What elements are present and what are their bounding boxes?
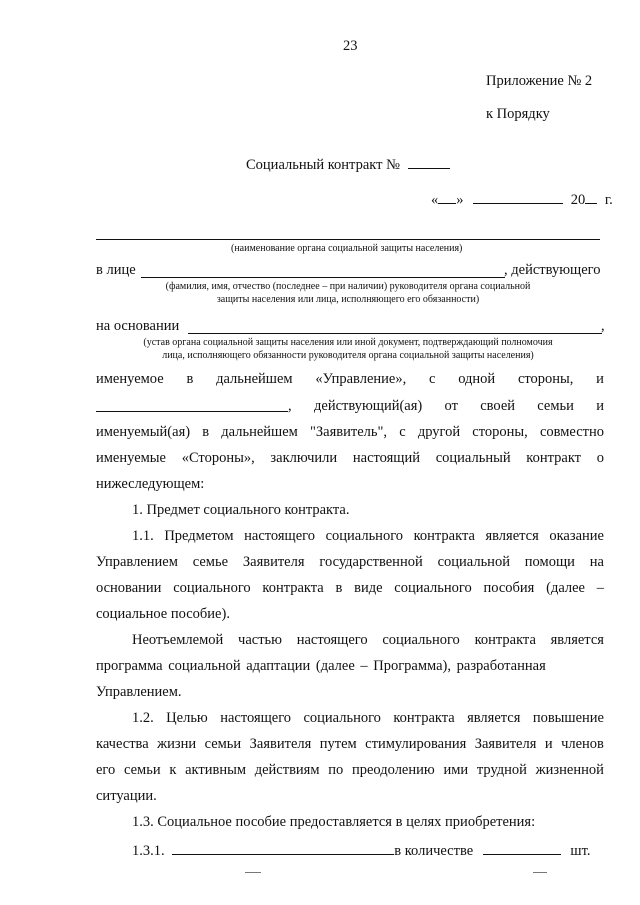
word: 1.1. xyxy=(132,528,154,544)
word: и xyxy=(596,371,604,387)
month-blank xyxy=(473,189,563,204)
word: путем xyxy=(319,736,357,752)
word: от xyxy=(444,398,458,414)
word: «Управление», xyxy=(315,371,407,387)
p1-2-line-3 xyxy=(96,762,604,779)
word: в xyxy=(335,580,343,596)
word: с xyxy=(428,371,436,387)
word: контракта xyxy=(474,632,536,648)
word: социального xyxy=(394,580,472,596)
word: активным xyxy=(185,762,247,778)
integral-line-2: программа социальной адаптации (далее – Программа), разработанная xyxy=(96,658,546,674)
word: его xyxy=(96,762,116,778)
word: и xyxy=(596,398,604,414)
item-number: 1.3.1. xyxy=(132,843,165,859)
word: в xyxy=(186,371,194,387)
applicant-comma: , xyxy=(288,398,292,414)
applicant-name-blank xyxy=(96,411,288,412)
page-number: 23 xyxy=(343,38,358,54)
word: в xyxy=(202,424,210,440)
word: социальной xyxy=(437,554,510,570)
basis-suffix: , xyxy=(601,318,605,334)
year-blank xyxy=(585,189,597,204)
integral-line-1 xyxy=(132,632,604,649)
word: именуемые xyxy=(96,450,166,466)
contract-title xyxy=(246,154,450,174)
word: совместно xyxy=(539,424,604,440)
p1-1-line-3 xyxy=(96,580,604,597)
organization-blank xyxy=(96,239,600,240)
word: именуемое xyxy=(96,371,164,387)
basis-blank xyxy=(188,333,602,334)
representative-prefix: в лице xyxy=(96,262,136,278)
word: основании xyxy=(96,580,162,596)
representative-suffix: , действующего xyxy=(504,262,601,278)
body-line-5: нижеследующем: xyxy=(96,476,205,492)
word: по xyxy=(328,762,344,778)
year-suffix: г. xyxy=(604,192,613,208)
word: социального xyxy=(303,710,381,726)
word: другой xyxy=(417,424,461,440)
word: помощи xyxy=(524,554,575,570)
word: настоящего xyxy=(244,528,315,544)
word: является xyxy=(485,528,539,544)
word: контракта xyxy=(413,528,475,544)
representative-blank xyxy=(141,277,505,278)
body-line-1 xyxy=(96,371,604,388)
p1-1-line-2 xyxy=(96,554,604,571)
word: – xyxy=(596,580,604,596)
word: государственной xyxy=(319,554,423,570)
scan-speck xyxy=(533,872,547,873)
year-prefix: 20 xyxy=(570,192,586,208)
body-line-4 xyxy=(96,450,604,467)
integral-line-3: Управлением. xyxy=(96,684,182,700)
date-quote-open: « xyxy=(431,192,439,208)
word: 1.2. xyxy=(132,710,154,726)
word: социального xyxy=(325,528,404,544)
item-name-blank xyxy=(172,840,394,855)
word: стороны, xyxy=(472,424,528,440)
p1-2-line-4: ситуации. xyxy=(96,788,157,804)
quantity-blank xyxy=(483,840,561,855)
basis-caption-1: (устав органа социальной защиты населения или иной документ, подтверждающий полномочия xyxy=(143,337,553,348)
word: семьи xyxy=(124,762,161,778)
day-blank xyxy=(438,189,456,204)
word: семьи xyxy=(537,398,574,414)
word: Заявителя xyxy=(249,736,312,752)
word: ими xyxy=(443,762,469,778)
contract-date xyxy=(431,189,613,209)
word: дальнейшем xyxy=(216,371,293,387)
word: Предметом xyxy=(164,528,234,544)
appendix-reference: к Порядку xyxy=(486,106,550,122)
word: и xyxy=(544,736,553,752)
word: частью xyxy=(238,632,282,648)
unit-label: шт. xyxy=(570,843,591,859)
word: трудной xyxy=(476,762,527,778)
word: о xyxy=(596,450,604,466)
section-1-heading: 1. Предмет социального контракта. xyxy=(132,502,350,518)
p1-1-line-1 xyxy=(132,528,604,545)
word: качества xyxy=(96,736,149,752)
word: своей xyxy=(480,398,516,414)
word: повышение xyxy=(532,710,604,726)
scan-speck xyxy=(245,872,261,873)
representative-caption-2: защиты населения или лица, исполняющего его обязанности) xyxy=(216,294,480,305)
word: заключили xyxy=(270,450,338,466)
word: действиям xyxy=(254,762,320,778)
body-line-2 xyxy=(314,398,604,415)
p1-2-line-2 xyxy=(96,736,604,753)
p1-2-line-1 xyxy=(132,710,604,727)
word: именуемый(ая) xyxy=(96,424,191,440)
word: Заявителя xyxy=(242,554,305,570)
word: жизни xyxy=(157,736,197,752)
word: виде xyxy=(354,580,383,596)
word: настоящего xyxy=(220,710,292,726)
word: «Стороны», xyxy=(181,450,255,466)
word: (далее xyxy=(546,580,585,596)
word: настоящий xyxy=(352,450,420,466)
word: преодолению xyxy=(351,762,435,778)
word: является xyxy=(467,710,521,726)
word: оказание xyxy=(549,528,604,544)
word: настоящего xyxy=(296,632,368,648)
word: пособия xyxy=(483,580,535,596)
word: семье xyxy=(192,554,229,570)
word: дальнейшем xyxy=(221,424,298,440)
contract-number-blank xyxy=(408,154,450,169)
word: социальный xyxy=(435,450,511,466)
contract-title-text: Социальный контракт № xyxy=(246,157,400,173)
word: к xyxy=(169,762,177,778)
word: контракта xyxy=(393,710,455,726)
date-quote-close: » xyxy=(456,192,464,208)
basis-prefix: на основании xyxy=(96,318,180,334)
appendix-number: Приложение № 2 xyxy=(486,73,593,89)
word: Заявителя xyxy=(474,736,537,752)
word: жизненной xyxy=(535,762,604,778)
word: стороны, xyxy=(517,371,574,387)
organization-caption: (наименование органа социальной защиты населения) xyxy=(231,243,463,254)
word: является xyxy=(550,632,604,648)
word: на xyxy=(589,554,604,570)
word: контракт xyxy=(526,450,582,466)
word: Неотъемлемой xyxy=(132,632,224,648)
item-1-3-1 xyxy=(132,840,590,860)
representative-caption-1: (фамилия, имя, отчество (последнее – при наличии) руководителя органа социальной xyxy=(165,281,531,292)
word: Целью xyxy=(166,710,208,726)
body-line-3 xyxy=(96,424,604,441)
word: социального xyxy=(173,580,251,596)
p1-3: 1.3. Социальное пособие предоставляется в целях приобретения: xyxy=(132,814,536,830)
word: одной xyxy=(458,371,496,387)
word: стимулирования xyxy=(365,736,467,752)
word: действующий(ая) xyxy=(314,398,423,414)
basis-caption-2: лица, исполняющего обязанности руководителя органа социальной защиты населения) xyxy=(162,350,534,361)
word: социального xyxy=(382,632,460,648)
p1-1-line-4: социальное пособие). xyxy=(96,606,230,622)
word: контракта xyxy=(262,580,324,596)
word: "Заявитель", xyxy=(309,424,388,440)
word: семьи xyxy=(204,736,242,752)
word: членов xyxy=(561,736,604,752)
quantity-label: в количестве xyxy=(394,843,474,859)
word: с xyxy=(399,424,406,440)
word: Управлением xyxy=(96,554,178,570)
